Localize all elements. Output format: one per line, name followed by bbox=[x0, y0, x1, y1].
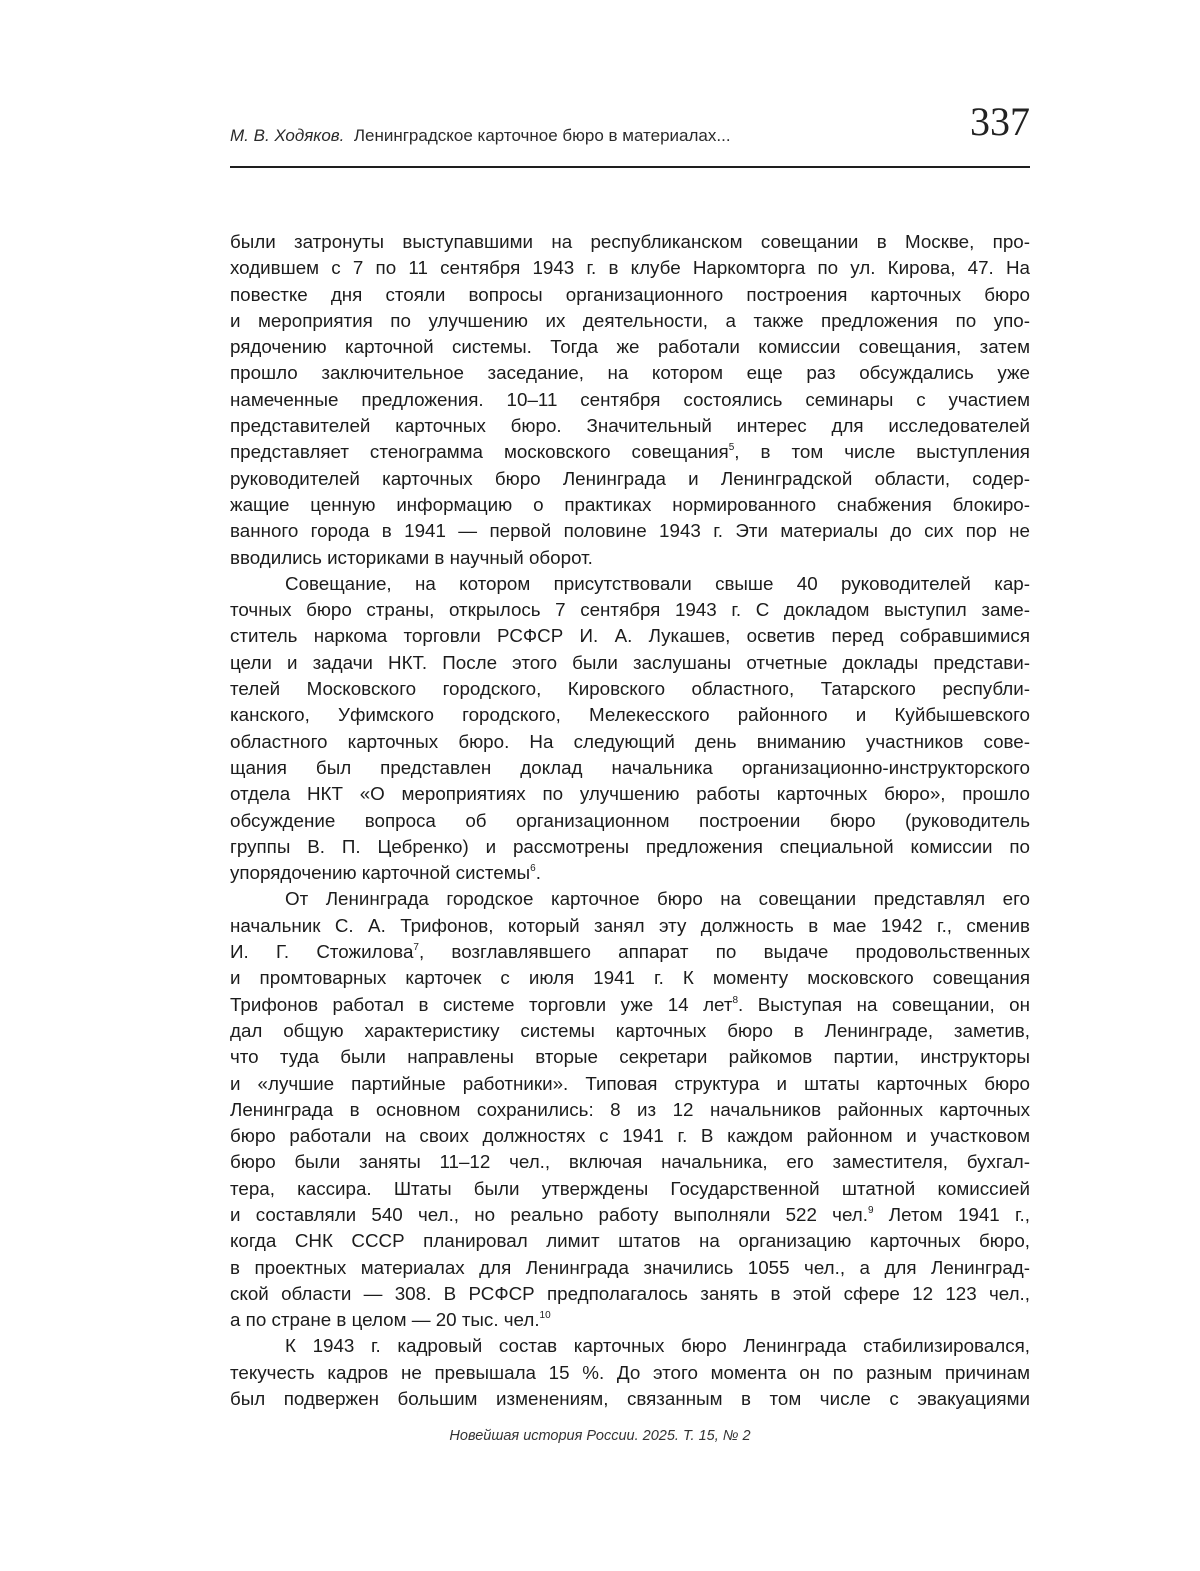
text-run: представителей карточных бюро. Значительный интерес для исследователей bbox=[230, 415, 1030, 437]
text-run: упорядочению карточной системы bbox=[230, 862, 531, 884]
text-run: был подвержен большим изменениям, связанным в том числе с эвакуациями bbox=[230, 1388, 1030, 1410]
text-run: жащие ценную информацию о практиках нормированного снабжения блокиро- bbox=[230, 493, 1030, 515]
page-number: 337 bbox=[970, 99, 1030, 144]
text-run: И. Г. Стожилова bbox=[230, 941, 414, 963]
header-rule bbox=[230, 166, 1030, 168]
footnote-ref: 10 bbox=[539, 1310, 551, 1322]
text-run: ходившем с 7 по 11 сентября 1943 г. в клубе Наркомторга по ул. Кирова, 47. На bbox=[230, 257, 1030, 279]
footnote-ref: 5 bbox=[728, 442, 735, 454]
text-line bbox=[230, 939, 1030, 965]
text-line bbox=[230, 913, 1030, 939]
text-line bbox=[230, 1149, 1030, 1175]
text-line bbox=[230, 545, 1030, 571]
text-line bbox=[230, 1255, 1030, 1281]
text-line bbox=[230, 676, 1030, 702]
text-run: К 1943 г. кадровый состав карточных бюро Ленинграда стабилизировался, bbox=[285, 1335, 1030, 1357]
text-line bbox=[230, 781, 1030, 807]
text-run: От Ленинграда городское карточное бюро на совещании представлял его bbox=[285, 888, 1030, 910]
text-run: группы В. П. Цебренко) и рассмотрены предложения специальной комиссии по bbox=[230, 835, 1030, 857]
article-body bbox=[230, 229, 1030, 1412]
text-run: текучесть кадров не превышала 15 %. До этого момента он по разным причинам bbox=[230, 1361, 1030, 1383]
text-line bbox=[230, 1281, 1030, 1307]
text-run: бюро были заняты 11–12 чел., включая начальника, его заместителя, бухгал- bbox=[230, 1151, 1030, 1173]
footnote-ref: 9 bbox=[867, 1204, 874, 1216]
text-run: бюро работали на своих должностях с 1941 г. В каждом районном и участковом bbox=[230, 1125, 1030, 1147]
text-line bbox=[230, 1018, 1030, 1044]
text-run: . Выступая на совещании, он bbox=[738, 993, 1030, 1015]
text-line bbox=[230, 387, 1030, 413]
text-run: были затронуты выступавшими на республиканском совещании в Москве, про- bbox=[230, 231, 1030, 252]
text-line bbox=[230, 360, 1030, 386]
text-run: точных бюро страны, открылось 7 сентября 1943 г. С докладом выступил заме- bbox=[230, 599, 1030, 621]
text-run: что туда были направлены вторые секретари райкомов партии, инструкторы bbox=[230, 1046, 1030, 1068]
text-line bbox=[230, 518, 1030, 544]
text-line bbox=[230, 1228, 1030, 1254]
text-line bbox=[230, 755, 1030, 781]
text-run: отдела НКТ «О мероприятиях по улучшению работы карточных бюро», прошло bbox=[230, 783, 1030, 805]
text-line bbox=[230, 229, 1030, 255]
text-line bbox=[230, 729, 1030, 755]
text-line bbox=[230, 1202, 1030, 1228]
text-line bbox=[230, 702, 1030, 728]
text-run: ской области — 308. В РСФСР предполагалось занять в этой сфере 12 123 чел., bbox=[230, 1282, 1030, 1304]
text-run: руководителей карточных бюро Ленинграда и Ленинградской области, содер- bbox=[230, 467, 1030, 489]
text-run: вводились историками в научный оборот. bbox=[230, 546, 593, 568]
text-run: когда СНК СССР планировал лимит штатов на организацию карточных бюро, bbox=[230, 1230, 1030, 1252]
text-line bbox=[230, 834, 1030, 860]
text-line bbox=[230, 1044, 1030, 1070]
paragraph bbox=[230, 886, 1030, 1333]
paragraph bbox=[230, 1333, 1030, 1412]
running-head-title: Ленинградское карточное бюро в материалах... bbox=[353, 126, 731, 145]
text-run: Летом 1941 г., bbox=[873, 1203, 1030, 1225]
text-run: областного карточных бюро. На следующий день вниманию участников сове- bbox=[230, 730, 1030, 752]
text-run: тера, кассира. Штаты были утверждены Государственной штатной комиссией bbox=[230, 1177, 1030, 1199]
text-run: . bbox=[535, 862, 541, 884]
text-line bbox=[230, 808, 1030, 834]
text-run: цели и задачи НКТ. После этого были заслушаны отчетные доклады представи- bbox=[230, 651, 1030, 673]
text-line bbox=[230, 1386, 1030, 1412]
text-run: ститель наркома торговли РСФСР И. А. Лукашев, осветив перед собравшимися bbox=[230, 625, 1030, 647]
text-run: , возглавлявшего аппарат по выдаче продовольственных bbox=[418, 941, 1030, 963]
text-line bbox=[230, 413, 1030, 439]
text-run: ванного города в 1941 — первой половине 1943 г. Эти материалы до сих пор не bbox=[230, 520, 1030, 542]
text-line bbox=[230, 965, 1030, 991]
text-run: рядочению карточной системы. Тогда же работали комиссии совещания, затем bbox=[230, 336, 1030, 358]
text-line bbox=[230, 886, 1030, 912]
text-run: щания был представлен доклад начальника организационно-инструкторского bbox=[230, 756, 1030, 778]
text-run: Ленинграда в основном сохранились: 8 из 12 начальников районных карточных bbox=[230, 1098, 1030, 1120]
text-line bbox=[230, 1360, 1030, 1386]
paragraph bbox=[230, 229, 1030, 571]
text-line bbox=[230, 308, 1030, 334]
text-run: канского, Уфимского городского, Мелекесского районного и Куйбышевского bbox=[230, 704, 1030, 726]
text-run: намеченные предложения. 10–11 сентября состоялись семинары с участием bbox=[230, 388, 1030, 410]
text-run: Совещание, на котором присутствовали свыше 40 руководителей кар- bbox=[285, 572, 1030, 594]
text-run: начальник С. А. Трифонов, который занял эту должность в мае 1942 г., сменив bbox=[230, 914, 1030, 936]
text-run: , в том числе выступления bbox=[734, 441, 1030, 463]
text-run: повестке дня стояли вопросы организационного построения карточных бюро bbox=[230, 283, 1030, 305]
text-run: прошло заключительное заседание, на котором еще раз обсуждались уже bbox=[230, 362, 1030, 384]
text-line bbox=[230, 1123, 1030, 1149]
text-line bbox=[230, 334, 1030, 360]
text-line bbox=[230, 255, 1030, 281]
footnote-ref: 6 bbox=[530, 863, 536, 875]
text-line bbox=[230, 1176, 1030, 1202]
footnote-ref: 7 bbox=[413, 942, 419, 954]
text-line bbox=[230, 1333, 1030, 1359]
page-header bbox=[230, 99, 1030, 152]
text-run: и составляли 540 чел., но реально работу выполняли 522 чел. bbox=[230, 1203, 868, 1225]
journal-footer: Новейшая история России. 2025. Т. 15, № 2 bbox=[449, 1428, 751, 1444]
text-run: и «лучшие партийные работники». Типовая структура и штаты карточных бюро bbox=[230, 1072, 1030, 1094]
text-run: и промтоварных карточек с июля 1941 г. К моменту московского совещания bbox=[230, 967, 1030, 989]
text-line bbox=[230, 1097, 1030, 1123]
text-run: обсуждение вопроса об организационном построении бюро (руководитель bbox=[230, 809, 1030, 831]
running-head-author: М. В. Ходяков. bbox=[230, 126, 345, 145]
text-run: в проектных материалах для Ленинграда значились 1055 чел., а для Ленинград- bbox=[230, 1256, 1030, 1278]
text-run: телей Московского городского, Кировского областного, Татарского республи- bbox=[230, 678, 1030, 700]
paragraph bbox=[230, 571, 1030, 887]
text-line bbox=[230, 992, 1030, 1018]
text-run: и мероприятия по улучшению их деятельности, а также предложения по упо- bbox=[230, 309, 1030, 331]
text-run: а по стране в целом — 20 тыс. чел. bbox=[230, 1309, 540, 1331]
text-line bbox=[230, 860, 1030, 886]
text-line bbox=[230, 492, 1030, 518]
text-run: Трифонов работал в системе торговли уже 14 лет bbox=[230, 993, 733, 1015]
running-head bbox=[230, 126, 731, 146]
text-line bbox=[230, 623, 1030, 649]
text-line bbox=[230, 282, 1030, 308]
text-run: представляет стенограмма московского совещания bbox=[230, 441, 729, 463]
text-line bbox=[230, 1307, 1030, 1333]
text-line bbox=[230, 597, 1030, 623]
footnote-ref: 8 bbox=[732, 994, 739, 1006]
text-line bbox=[230, 571, 1030, 597]
text-line bbox=[230, 1071, 1030, 1097]
text-line bbox=[230, 650, 1030, 676]
text-line bbox=[230, 439, 1030, 465]
text-line bbox=[230, 466, 1030, 492]
text-run: дал общую характеристику системы карточных бюро в Ленинграде, заметив, bbox=[230, 1019, 1030, 1041]
